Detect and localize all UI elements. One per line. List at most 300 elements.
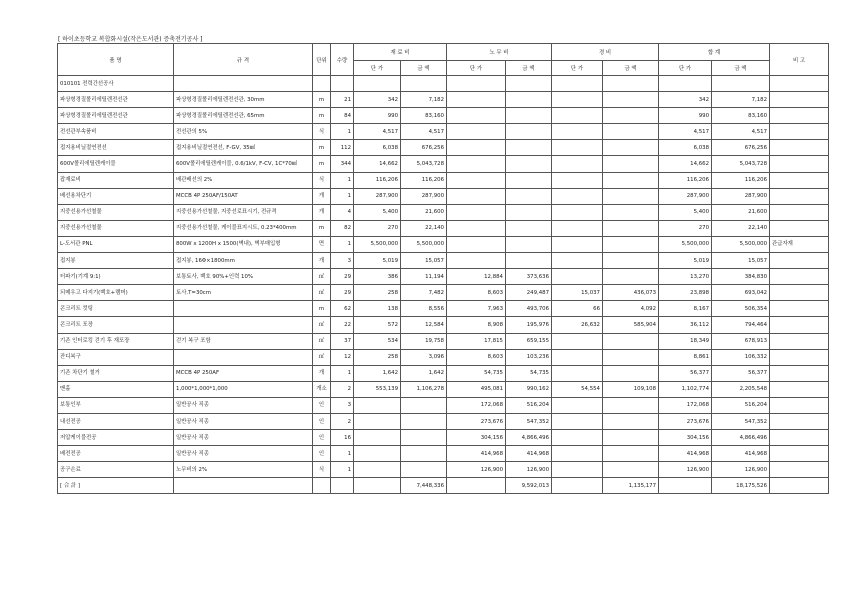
- material-unit-price-cell: 138: [354, 301, 401, 317]
- total-amount-cell: 4,866,496: [712, 430, 770, 446]
- total-amount-cell: 678,913: [712, 333, 770, 349]
- labor-unit-price-cell: [447, 204, 506, 220]
- expense-unit-price-cell: [552, 333, 603, 349]
- material-amount-cell: [401, 397, 447, 413]
- expense-amount-cell: 109,108: [603, 381, 659, 397]
- labor-amount-cell: 990,162: [506, 381, 552, 397]
- table-row: [58, 397, 829, 413]
- material-amount-cell: 7,482: [401, 285, 447, 301]
- item-cell: 접지봉: [58, 253, 174, 269]
- spec-cell: 노무비의 2%: [174, 462, 313, 478]
- expense-amount-cell: [603, 108, 659, 124]
- qty-cell: 1: [331, 462, 354, 478]
- unit-cell: ㎥: [313, 285, 331, 301]
- labor-amount-cell: 54,735: [506, 365, 552, 381]
- unit-cell: 식: [313, 124, 331, 140]
- labor-unit-price-cell: 304,156: [447, 430, 506, 446]
- expense-amount-cell: 585,904: [603, 317, 659, 333]
- labor-amount-cell: 249,487: [506, 285, 552, 301]
- total-amount-cell: 126,900: [712, 462, 770, 478]
- unit-cell: [313, 478, 331, 494]
- unit-cell: 개: [313, 365, 331, 381]
- table-row: [58, 430, 829, 446]
- expense-unit-price-cell: [552, 204, 603, 220]
- expense-unit-price-cell: [552, 76, 603, 92]
- item-cell: 배전전공: [58, 446, 174, 462]
- total-amount-cell: 2,205,548: [712, 381, 770, 397]
- remarks-cell: [770, 188, 829, 204]
- table-row: [58, 365, 829, 381]
- unit-cell: 식: [313, 462, 331, 478]
- remarks-cell: 관급자재: [770, 236, 829, 252]
- labor-amount-cell: 103,236: [506, 349, 552, 365]
- unit-cell: ㎡: [313, 317, 331, 333]
- item-cell: 접지용비닐절연전선: [58, 140, 174, 156]
- total-unit-price-cell: 273,676: [659, 413, 712, 429]
- remarks-cell: [770, 397, 829, 413]
- item-cell: [ 合 計 ]: [58, 478, 174, 494]
- qty-cell: 82: [331, 220, 354, 236]
- total-amount-cell: 56,377: [712, 365, 770, 381]
- expense-unit-price-cell: [552, 269, 603, 285]
- expense-amount-cell: [603, 333, 659, 349]
- expense-unit-price-cell: [552, 172, 603, 188]
- material-unit-price-cell: 342: [354, 92, 401, 108]
- remarks-cell: [770, 349, 829, 365]
- spec-cell: 접지용비닐절연전선, F-GV, 35㎟: [174, 140, 313, 156]
- material-unit-price-cell: 572: [354, 317, 401, 333]
- header-expense-unit-price: 단 가: [552, 61, 603, 76]
- expense-amount-cell: [603, 269, 659, 285]
- item-cell: 터파기(기계 9:1): [58, 269, 174, 285]
- remarks-cell: [770, 301, 829, 317]
- expense-amount-cell: [603, 413, 659, 429]
- table-row: [58, 140, 829, 156]
- labor-amount-cell: 126,900: [506, 462, 552, 478]
- table-row: [58, 269, 829, 285]
- table-row: [58, 188, 829, 204]
- labor-amount-cell: [506, 124, 552, 140]
- total-unit-price-cell: 5,500,000: [659, 236, 712, 252]
- material-unit-price-cell: 4,517: [354, 124, 401, 140]
- unit-cell: m: [313, 92, 331, 108]
- total-unit-price-cell: 56,377: [659, 365, 712, 381]
- labor-amount-cell: [506, 220, 552, 236]
- expense-unit-price-cell: [552, 365, 603, 381]
- expense-amount-cell: 4,092: [603, 301, 659, 317]
- unit-cell: 인: [313, 430, 331, 446]
- labor-amount-cell: [506, 253, 552, 269]
- labor-unit-price-cell: [447, 236, 506, 252]
- labor-amount-cell: 516,204: [506, 397, 552, 413]
- item-cell: 지중선용가선철물: [58, 220, 174, 236]
- material-unit-price-cell: 386: [354, 269, 401, 285]
- header-remarks: 비 고: [770, 44, 829, 76]
- item-cell: 010101 전력간선공사: [58, 76, 174, 92]
- total-unit-price-cell: 172,068: [659, 397, 712, 413]
- labor-amount-cell: [506, 236, 552, 252]
- expense-unit-price-cell: 26,632: [552, 317, 603, 333]
- expense-amount-cell: [603, 462, 659, 478]
- spec-cell: MCCB 4P 250AF/150AT: [174, 188, 313, 204]
- table-row: [58, 220, 829, 236]
- table-row: [58, 172, 829, 188]
- material-unit-price-cell: 6,038: [354, 140, 401, 156]
- material-unit-price-cell: 553,139: [354, 381, 401, 397]
- item-cell: 콘크리트 컷팅: [58, 301, 174, 317]
- material-unit-price-cell: 990: [354, 108, 401, 124]
- table-row: [58, 285, 829, 301]
- expense-amount-cell: [603, 365, 659, 381]
- item-cell: 맨홀: [58, 381, 174, 397]
- material-unit-price-cell: 534: [354, 333, 401, 349]
- material-unit-price-cell: 5,500,000: [354, 236, 401, 252]
- total-amount-cell: 21,600: [712, 204, 770, 220]
- labor-amount-cell: 195,976: [506, 317, 552, 333]
- expense-unit-price-cell: [552, 397, 603, 413]
- item-cell: 지중선용가선철물: [58, 204, 174, 220]
- labor-amount-cell: 493,706: [506, 301, 552, 317]
- qty-cell: 16: [331, 430, 354, 446]
- expense-amount-cell: [603, 92, 659, 108]
- header-expense-amount: 금 액: [603, 61, 659, 76]
- remarks-cell: [770, 446, 829, 462]
- total-unit-price-cell: 4,517: [659, 124, 712, 140]
- labor-unit-price-cell: 126,900: [447, 462, 506, 478]
- spec-cell: 1,000*1,000*1,000: [174, 381, 313, 397]
- spec-cell: 토사.T=30cm: [174, 285, 313, 301]
- labor-unit-price-cell: [447, 92, 506, 108]
- item-cell: 600V폴리에틸렌케이블: [58, 156, 174, 172]
- qty-cell: 3: [331, 253, 354, 269]
- total-unit-price-cell: 13,270: [659, 269, 712, 285]
- material-amount-cell: [401, 446, 447, 462]
- unit-cell: m: [313, 220, 331, 236]
- expense-amount-cell: [603, 446, 659, 462]
- expense-amount-cell: [603, 220, 659, 236]
- material-amount-cell: 5,043,728: [401, 156, 447, 172]
- unit-cell: 개소: [313, 381, 331, 397]
- total-unit-price-cell: [659, 76, 712, 92]
- spec-cell: 배관배선의 2%: [174, 172, 313, 188]
- material-amount-cell: 116,206: [401, 172, 447, 188]
- total-amount-cell: 794,464: [712, 317, 770, 333]
- remarks-cell: [770, 317, 829, 333]
- labor-amount-cell: 547,352: [506, 413, 552, 429]
- total-amount-cell: 516,204: [712, 397, 770, 413]
- expense-amount-cell: [603, 349, 659, 365]
- material-amount-cell: 21,600: [401, 204, 447, 220]
- labor-amount-cell: [506, 156, 552, 172]
- spec-cell: 일반공사 직종: [174, 413, 313, 429]
- unit-cell: 개: [313, 204, 331, 220]
- expense-amount-cell: [603, 156, 659, 172]
- item-cell: 저압케이블전공: [58, 430, 174, 446]
- material-amount-cell: 22,140: [401, 220, 447, 236]
- table-row: [58, 76, 829, 92]
- qty-cell: 1: [331, 446, 354, 462]
- total-unit-price-cell: 270: [659, 220, 712, 236]
- item-cell: 내선전공: [58, 413, 174, 429]
- unit-cell: [313, 76, 331, 92]
- total-amount-cell: 22,140: [712, 220, 770, 236]
- qty-cell: [331, 478, 354, 494]
- table-row: [58, 333, 829, 349]
- item-cell: 전선관부속품비: [58, 124, 174, 140]
- labor-unit-price-cell: 12,884: [447, 269, 506, 285]
- expense-unit-price-cell: 66: [552, 301, 603, 317]
- item-cell: 파상형경질폴리에틸렌전선관: [58, 92, 174, 108]
- table-row: [58, 462, 829, 478]
- item-cell: 파상형경질폴리에틸렌전선관: [58, 108, 174, 124]
- expense-amount-cell: [603, 253, 659, 269]
- expense-unit-price-cell: [552, 140, 603, 156]
- qty-cell: 1: [331, 365, 354, 381]
- expense-unit-price-cell: [552, 236, 603, 252]
- expense-amount-cell: [603, 204, 659, 220]
- labor-unit-price-cell: [447, 172, 506, 188]
- total-amount-cell: 5,043,728: [712, 156, 770, 172]
- material-amount-cell: 12,584: [401, 317, 447, 333]
- table-row: [58, 92, 829, 108]
- labor-unit-price-cell: [447, 76, 506, 92]
- item-cell: 기존 인터로킹 걷기 후 재포장: [58, 333, 174, 349]
- labor-unit-price-cell: [447, 220, 506, 236]
- unit-cell: 면: [313, 236, 331, 252]
- qty-cell: 3: [331, 397, 354, 413]
- labor-unit-price-cell: 7,963: [447, 301, 506, 317]
- table-row: [58, 124, 829, 140]
- remarks-cell: [770, 172, 829, 188]
- labor-unit-price-cell: 495,081: [447, 381, 506, 397]
- expense-unit-price-cell: [552, 462, 603, 478]
- labor-amount-cell: 9,592,013: [506, 478, 552, 494]
- qty-cell: 22: [331, 317, 354, 333]
- total-amount-cell: 414,968: [712, 446, 770, 462]
- qty-cell: 84: [331, 108, 354, 124]
- header-qty: 수량: [331, 44, 354, 76]
- unit-cell: 인: [313, 397, 331, 413]
- spec-cell: MCCB 4P 250AF: [174, 365, 313, 381]
- item-cell: 보통인부: [58, 397, 174, 413]
- expense-unit-price-cell: [552, 92, 603, 108]
- expense-amount-cell: 1,135,177: [603, 478, 659, 494]
- material-unit-price-cell: 14,662: [354, 156, 401, 172]
- header-unit: 단위: [313, 44, 331, 76]
- qty-cell: 344: [331, 156, 354, 172]
- table-row: [58, 108, 829, 124]
- remarks-cell: [770, 124, 829, 140]
- qty-cell: 21: [331, 92, 354, 108]
- material-unit-price-cell: 116,206: [354, 172, 401, 188]
- labor-amount-cell: [506, 172, 552, 188]
- material-amount-cell: [401, 462, 447, 478]
- qty-cell: 37: [331, 333, 354, 349]
- unit-cell: m: [313, 140, 331, 156]
- material-unit-price-cell: [354, 430, 401, 446]
- spec-cell: [174, 301, 313, 317]
- spec-cell: [174, 76, 313, 92]
- unit-cell: 개: [313, 188, 331, 204]
- labor-amount-cell: 4,866,496: [506, 430, 552, 446]
- header-total-unit-price: 단 가: [659, 61, 712, 76]
- total-amount-cell: 547,352: [712, 413, 770, 429]
- total-row: [58, 478, 829, 494]
- spec-cell: 일반공사 직종: [174, 446, 313, 462]
- labor-amount-cell: [506, 188, 552, 204]
- material-unit-price-cell: 5,400: [354, 204, 401, 220]
- unit-cell: 인: [313, 446, 331, 462]
- labor-unit-price-cell: 273,676: [447, 413, 506, 429]
- spec-cell: [174, 478, 313, 494]
- total-unit-price-cell: 287,900: [659, 188, 712, 204]
- remarks-cell: [770, 381, 829, 397]
- qty-cell: 1: [331, 236, 354, 252]
- spec-cell: 일반공사 직종: [174, 397, 313, 413]
- expense-amount-cell: [603, 430, 659, 446]
- qty-cell: 12: [331, 349, 354, 365]
- expense-unit-price-cell: [552, 220, 603, 236]
- material-unit-price-cell: [354, 446, 401, 462]
- remarks-cell: [770, 478, 829, 494]
- material-amount-cell: 287,900: [401, 188, 447, 204]
- material-amount-cell: 19,758: [401, 333, 447, 349]
- labor-unit-price-cell: 54,735: [447, 365, 506, 381]
- total-unit-price-cell: 1,102,774: [659, 381, 712, 397]
- remarks-cell: [770, 76, 829, 92]
- expense-unit-price-cell: [552, 478, 603, 494]
- spec-cell: 걷기 복구 포함: [174, 333, 313, 349]
- total-unit-price-cell: 6,038: [659, 140, 712, 156]
- table-body: [58, 76, 829, 494]
- spec-cell: [174, 317, 313, 333]
- total-unit-price-cell: 116,206: [659, 172, 712, 188]
- material-amount-cell: [401, 430, 447, 446]
- material-amount-cell: 3,096: [401, 349, 447, 365]
- unit-cell: 인: [313, 413, 331, 429]
- total-unit-price-cell: 342: [659, 92, 712, 108]
- qty-cell: [331, 76, 354, 92]
- material-unit-price-cell: 270: [354, 220, 401, 236]
- total-unit-price-cell: 23,898: [659, 285, 712, 301]
- material-unit-price-cell: 1,642: [354, 365, 401, 381]
- labor-amount-cell: [506, 92, 552, 108]
- header-item: 품 명: [58, 44, 174, 76]
- labor-unit-price-cell: 414,968: [447, 446, 506, 462]
- labor-unit-price-cell: 8,603: [447, 349, 506, 365]
- total-unit-price-cell: 304,156: [659, 430, 712, 446]
- expense-amount-cell: [603, 140, 659, 156]
- unit-cell: ㎡: [313, 349, 331, 365]
- item-cell: 콘크리트 포장: [58, 317, 174, 333]
- labor-unit-price-cell: [447, 108, 506, 124]
- item-cell: L-도서관 PNL: [58, 236, 174, 252]
- total-amount-cell: 384,830: [712, 269, 770, 285]
- expense-amount-cell: [603, 188, 659, 204]
- expense-unit-price-cell: [552, 446, 603, 462]
- expense-amount-cell: 436,073: [603, 285, 659, 301]
- total-amount-cell: 18,175,526: [712, 478, 770, 494]
- remarks-cell: [770, 430, 829, 446]
- unit-cell: 개: [313, 253, 331, 269]
- remarks-cell: [770, 253, 829, 269]
- labor-amount-cell: [506, 76, 552, 92]
- item-cell: 되메우고 다지기(백호+램머): [58, 285, 174, 301]
- material-amount-cell: 676,256: [401, 140, 447, 156]
- qty-cell: 4: [331, 204, 354, 220]
- material-amount-cell: 83,160: [401, 108, 447, 124]
- header-material: 재 료 비: [354, 44, 447, 61]
- qty-cell: 1: [331, 172, 354, 188]
- material-amount-cell: [401, 76, 447, 92]
- total-unit-price-cell: 126,900: [659, 462, 712, 478]
- unit-cell: ㎥: [313, 269, 331, 285]
- spec-cell: [174, 349, 313, 365]
- labor-amount-cell: [506, 140, 552, 156]
- total-amount-cell: 4,517: [712, 124, 770, 140]
- material-unit-price-cell: [354, 413, 401, 429]
- unit-cell: m: [313, 108, 331, 124]
- table-row: [58, 156, 829, 172]
- spec-cell: 지중선용가선철물, 케이블표지시트, 0.23*400mm: [174, 220, 313, 236]
- expense-unit-price-cell: 54,554: [552, 381, 603, 397]
- item-cell: 잔디복구: [58, 349, 174, 365]
- total-amount-cell: 7,182: [712, 92, 770, 108]
- table-row: [58, 349, 829, 365]
- total-amount-cell: 116,206: [712, 172, 770, 188]
- expense-unit-price-cell: [552, 124, 603, 140]
- remarks-cell: [770, 413, 829, 429]
- material-unit-price-cell: [354, 76, 401, 92]
- spec-cell: 800W x 1200H x 1500(벽내), 벽부매입형: [174, 236, 313, 252]
- table-row: [58, 301, 829, 317]
- expense-unit-price-cell: [552, 108, 603, 124]
- expense-unit-price-cell: [552, 253, 603, 269]
- labor-amount-cell: 659,155: [506, 333, 552, 349]
- expense-amount-cell: [603, 172, 659, 188]
- expense-amount-cell: [603, 397, 659, 413]
- labor-unit-price-cell: 8,603: [447, 285, 506, 301]
- expense-unit-price-cell: [552, 349, 603, 365]
- material-amount-cell: 4,517: [401, 124, 447, 140]
- unit-cell: ㎡: [313, 333, 331, 349]
- table-row: [58, 413, 829, 429]
- labor-unit-price-cell: [447, 124, 506, 140]
- table-row: [58, 446, 829, 462]
- remarks-cell: [770, 156, 829, 172]
- qty-cell: 62: [331, 301, 354, 317]
- item-cell: 공구손료: [58, 462, 174, 478]
- labor-unit-price-cell: [447, 156, 506, 172]
- header-labor-amount: 금 액: [506, 61, 552, 76]
- total-unit-price-cell: 8,861: [659, 349, 712, 365]
- remarks-cell: [770, 285, 829, 301]
- header-labor-unit-price: 단 가: [447, 61, 506, 76]
- remarks-cell: [770, 269, 829, 285]
- labor-amount-cell: 414,968: [506, 446, 552, 462]
- material-amount-cell: [401, 413, 447, 429]
- table-row: [58, 236, 829, 252]
- spec-cell: 일반공사 직종: [174, 430, 313, 446]
- material-unit-price-cell: [354, 462, 401, 478]
- table-row: [58, 204, 829, 220]
- labor-amount-cell: [506, 204, 552, 220]
- material-unit-price-cell: 5,019: [354, 253, 401, 269]
- material-amount-cell: 1,642: [401, 365, 447, 381]
- total-unit-price-cell: 36,112: [659, 317, 712, 333]
- table-row: [58, 253, 829, 269]
- table-row: [58, 381, 829, 397]
